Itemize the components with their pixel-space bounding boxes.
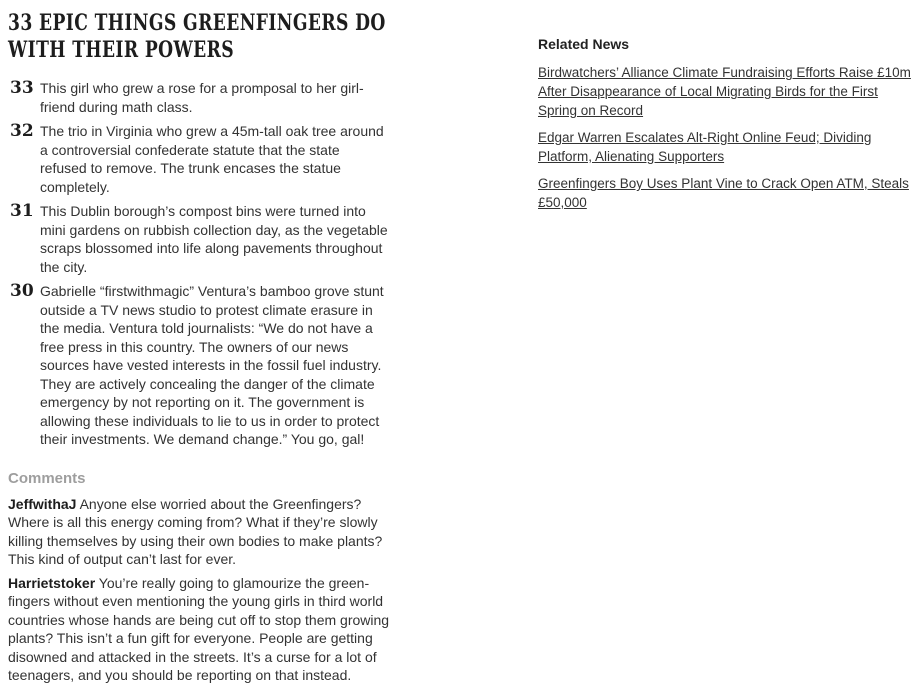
comment-text: You’re really going to glamourize the green-fingers without even mentioning the young girls in third world countries whose hands are being cut off to stop them growing plants? This isn’t a fun gift for everyone. People are getting disowned and attacked in the streets. It’s a curse for a lot of teenagers, and you should be reporting on that instead.: [8, 574, 390, 683]
epic-list: [8, 79, 388, 449]
list-item-text: The trio in Virginia who grew a 45m-tall oak tree around a controversial confederate statute that the state refused to remove. The trunk encases the statue completely.: [40, 123, 384, 195]
list-item: [8, 202, 388, 276]
comment: [8, 574, 392, 685]
comments-section: [8, 470, 388, 685]
related-news-sidebar: [538, 36, 912, 220]
list-item-number: 30: [10, 281, 34, 301]
list-item-text: Gabrielle “firstwithmagic” Ventura’s bamboo grove stunt outside a TV news studio to protest climate erasure in the media. Ventura told journalists: “We do not have a free press in this country. The owners of our news sources have vested interests in the fossil fuel industry. They are actively concealing the danger of the climate emergency by not reporting on it. The government is allowing these individuals to lie to us in order to protect their investments. We demand change.” You go, gal!: [40, 283, 384, 447]
list-item: [8, 122, 388, 196]
list-item-text: This Dublin borough’s compost bins were turned into mini gardens on rubbish collection day, as the vegetable scraps blossomed into life along pavements throughout the city.: [40, 203, 388, 275]
page-title: 33 EPIC THINGS GREENFINGERS DO WITH THEIR POWERS: [8, 10, 386, 63]
list-item-text: This girl who grew a rose for a promposal to her girl-friend during math class.: [40, 80, 364, 115]
comment-text: Anyone else worried about the Greenfingers? Where is all this energy coming from? What if they’re slowly killing themselves by using their own bodies to make plants? This kind of output can’t last for ever.: [8, 495, 383, 567]
comment-author: Harrietstoker: [8, 574, 96, 591]
related-news-link[interactable]: Greenfingers Boy Uses Plant Vine to Crack Open ATM, Steals £50,000: [538, 176, 909, 210]
comments-heading: Comments: [8, 469, 86, 487]
related-news-link[interactable]: Edgar Warren Escalates Alt-Right Online Feud; Dividing Platform, Alienating Supporters: [538, 130, 872, 164]
list-item: [8, 79, 388, 116]
list-item-number: 32: [10, 121, 34, 141]
related-news-heading: Related News: [538, 36, 630, 52]
comment: [8, 495, 392, 569]
list-item: [8, 282, 388, 449]
list-item-number: 33: [10, 78, 34, 98]
comment-author: JeffwithaJ: [8, 495, 77, 512]
article-column: [8, 6, 388, 690]
list-item-number: 31: [10, 201, 34, 221]
related-news-link[interactable]: Birdwatchers’ Alliance Climate Fundraising Efforts Raise £10m After Disappearance of Local Migrating Birds for the First Spring on Record: [538, 65, 911, 118]
